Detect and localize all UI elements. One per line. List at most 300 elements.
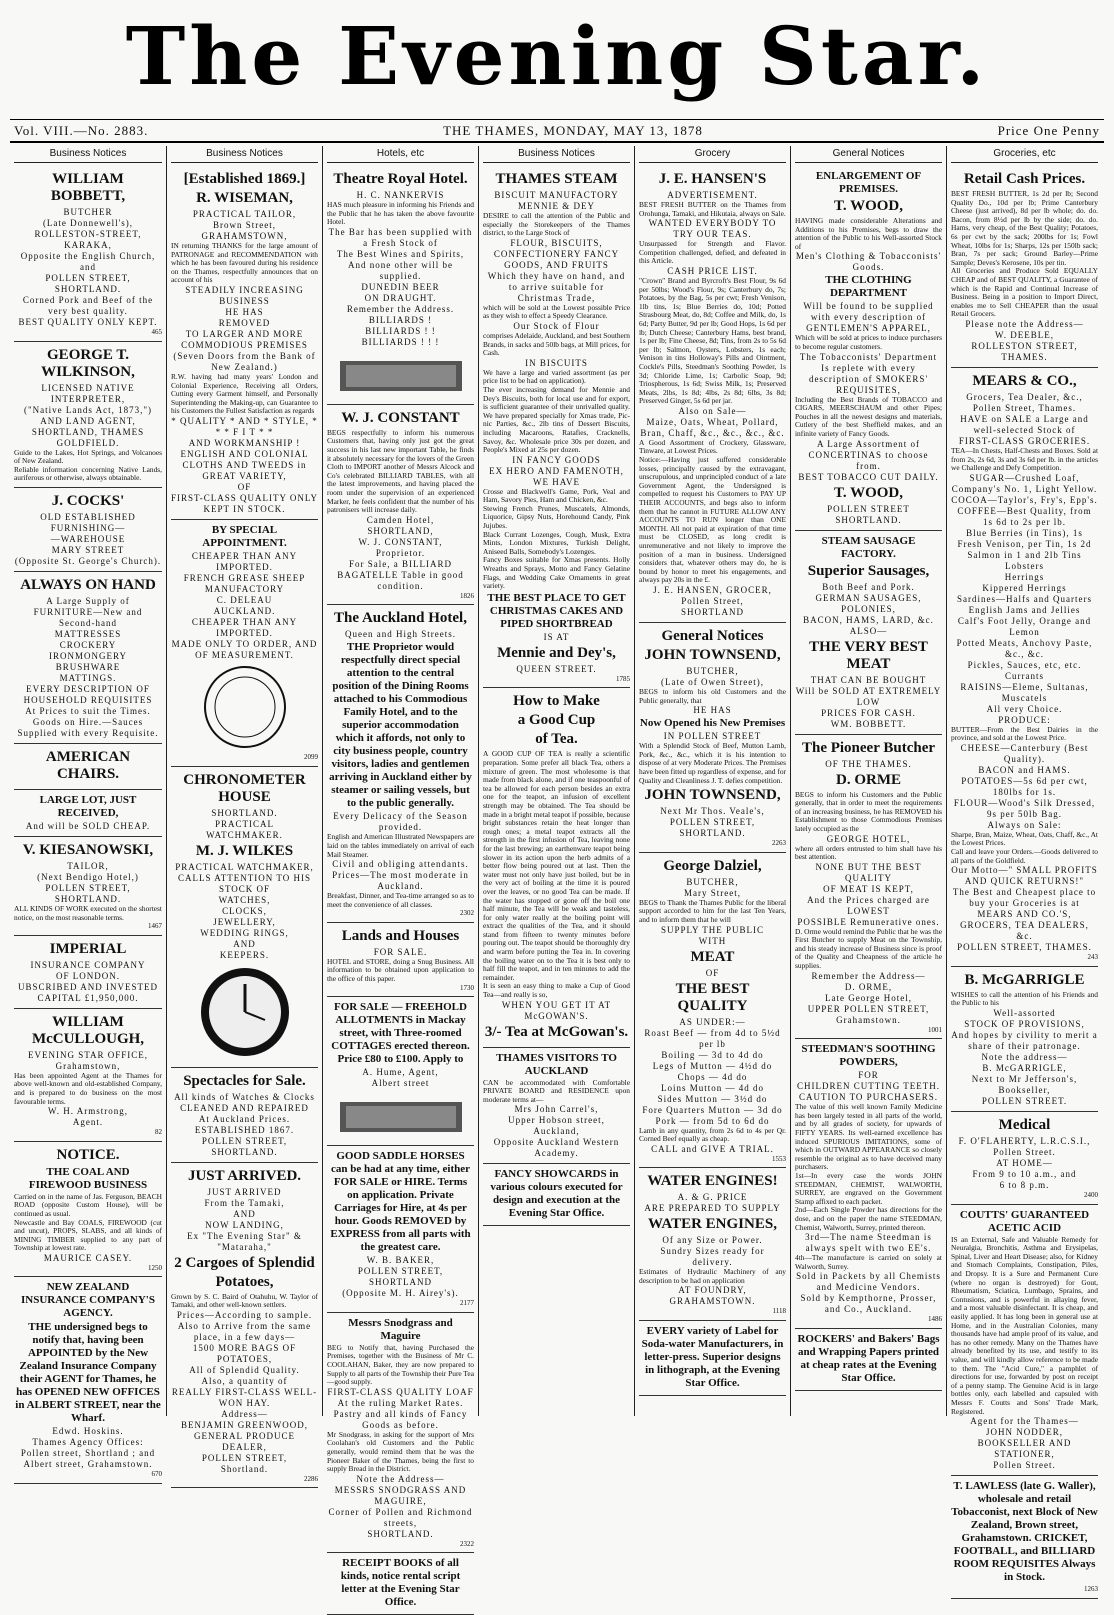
advertisement <box>171 1068 318 1163</box>
ad-line: CHILDREN CUTTING TEETH. <box>796 1081 941 1092</box>
ad-line: T. LAWLESS (late G. Waller), wholesale and retail Tobacconist, next Block of New Zealand, Brown street, Grahamstown. CRICKET, FOOTBALL, and BILLIARD ROOM REQUISITES Always in Stock. <box>951 1480 1098 1584</box>
ad-number: 2263 <box>772 839 786 848</box>
ad-line: POLLEN STREET, SHORTLAND <box>357 1266 444 1288</box>
ad-line: Potatoes, <box>215 1273 274 1290</box>
ad-line: Next Mr Thos. Veale's, <box>660 806 765 817</box>
ad-line: The Best and Cheapest place to buy your Groceries is at <box>952 887 1097 909</box>
ad-line: AMERICAN CHAIRS. <box>45 748 131 782</box>
ad-line: Note the Address— <box>356 1473 445 1484</box>
ad-line: Grocers, Tea Dealer, &c., <box>966 391 1083 402</box>
advertisement <box>327 997 474 1146</box>
ad-line: Also on Sale— <box>678 405 747 416</box>
ad-line: BOOKSELLER AND STATIONER, <box>977 1438 1072 1460</box>
ad-line: WILLIAM McCULLOUGH, <box>31 1013 145 1047</box>
ad-number: 1118 <box>772 1307 786 1316</box>
ad-line: FIRST-CLASS QUALITY ONLY KEPT IN STOCK. <box>171 492 318 514</box>
ad-line: Newcastle and Bay COALS, FIREWOOD (cut and uncut), PROPS, SLABS, and all kinds of MINING TIMBER supplied to any part of Township at lowest rate. <box>14 1217 162 1253</box>
ad-line: BILLIARDS ! ! ! <box>361 336 440 347</box>
ad-line: Superior Sausages, <box>807 562 930 579</box>
ad-line: CALL and GIVE A TRIAL. <box>651 1143 774 1154</box>
ad-line: ENLARGEMENT OF PREMISES. <box>815 170 922 195</box>
ad-line: ADVERTISEMENT. <box>667 190 758 200</box>
ad-line: A. Hume, Agent, <box>362 1067 439 1078</box>
ad-line: A Large Supply of <box>46 595 130 606</box>
ad-line: LARGE LOT, JUST RECEIVED, <box>39 793 137 819</box>
ad-line: The Bar has been supplied with a Fresh Stock of <box>328 226 473 248</box>
clock-illustration <box>197 964 293 1060</box>
ad-line: Reliable information concerning Native Lands, auriferous or otherwise, always obtainable. <box>14 464 162 483</box>
ad-line: FIRST-CLASS QUALITY LOAF <box>327 1386 474 1397</box>
ad-line: FANCY SHOWCARDS in various colours executed for design and execution at the Evening Star Office. <box>490 1168 623 1220</box>
ad-line: REALLY FIRST-CLASS WELL-WON HAY. <box>171 1386 318 1408</box>
advertisement <box>14 488 162 572</box>
ad-line: Fore Quarters Mutton — 3d do <box>642 1104 783 1115</box>
ad-line: Legs of Mutton — 4½d do <box>652 1060 773 1071</box>
column-1 <box>10 146 166 1479</box>
ad-line: STOCK OF PROVISIONS, <box>964 1019 1085 1030</box>
ad-line: Our Motto—" SMALL PROFITS AND QUICK RETURNS!" <box>951 865 1098 887</box>
ad-line: Opposite Auckland Western Academy. <box>493 1137 620 1159</box>
ad-line: Corner of Pollen and Richmond streets, <box>328 1506 473 1528</box>
advertisement <box>795 1329 942 1391</box>
ad-line: ROCKERS' and Bakers' Bags and Wrapping Papers printed at cheap rates at the Evening Star Office. <box>797 1332 940 1384</box>
advertisement <box>327 923 474 997</box>
ad-number: 2400 <box>1084 1191 1098 1200</box>
ad-line: POLLEN STREET <box>827 503 910 514</box>
ad-line: Sides Mutton — 3½d do <box>657 1093 768 1104</box>
ad-line: The Auckland Hotel, <box>334 610 467 627</box>
advertisement <box>639 623 786 853</box>
ad-line: WATER ENGINES! <box>647 1173 778 1190</box>
ad-number: 1001 <box>928 1025 942 1034</box>
ad-line: * * F I T * * <box>215 426 274 437</box>
ad-line: Spectacles for Sale. <box>183 1072 306 1089</box>
ad-line: DUNEDIN BEER <box>361 281 440 292</box>
ad-line: WATCHES, <box>218 894 271 905</box>
ad-line: Ex "The Evening Star" & "Mataraha," <box>187 1230 302 1252</box>
ad-line: Messrs Snodgrass and Maguire <box>348 1316 453 1342</box>
ad-line: PRACTICAL TAILOR, <box>192 209 297 219</box>
ad-line: Lands and Houses <box>341 927 460 944</box>
price: Price One Penny <box>997 122 1100 138</box>
ad-line: Roast Beef — from 4d to 5½d per lb <box>644 1027 781 1049</box>
ad-line: Boiling — 3d to 4d do <box>661 1049 764 1060</box>
ad-line: MATTINGS. <box>59 672 117 683</box>
ad-line: AT HOME— <box>996 1158 1053 1169</box>
ad-line: Mary Street, <box>684 887 741 898</box>
ad-line: GENTLEMEN'S APPAREL, <box>806 323 931 334</box>
ad-line: Always on Sale: <box>987 819 1062 830</box>
ad-line: FOR SALE — FREEHOLD ALLOTMENTS in Mackay street, with Three-roomed COTTAGES erected thereon. Price £80 to £100. Apply to <box>331 1001 470 1066</box>
ad-line: STEEDMAN'S SOOTHING POWDERS, <box>801 1043 936 1069</box>
ad-line: And hopes by civility to merit a share of their patronage. <box>951 1030 1098 1052</box>
advertisement <box>951 1476 1098 1599</box>
ad-line: OF LONDON. <box>56 970 120 981</box>
ad-line: QUEEN STREET. <box>516 663 597 674</box>
ad-line: Pollen Street, Thames. <box>972 402 1077 413</box>
ad-line: And will be SOLD CHEAP. <box>25 820 151 831</box>
ad-line: W. H. Armstrong, <box>48 1106 128 1117</box>
ad-line: McGOWAN'S. <box>524 1010 589 1021</box>
ad-line: EVERY variety of Label for Soda-water Manufacturers, in letter-press. Superior designs in lithograph, at the Evening Star Office. <box>641 1325 784 1390</box>
column-6 <box>790 146 946 1416</box>
ad-line: Has been appointed Agent at the Thames for above well-known and old-established Company, and is prepared to do business on the most favourable terms. <box>14 1070 162 1106</box>
ad-line: Goods on Hire.—Sauces Supplied with every Requisite. <box>17 716 159 738</box>
ad-line: CHRONOMETER HOUSE <box>183 771 306 805</box>
ad-line: Pollen Street. <box>993 1147 1056 1158</box>
ad-line: Which will be sold at prices to induce purchasers to become regular customers. <box>795 333 942 351</box>
ad-line: Camden Hotel, <box>366 514 435 525</box>
ad-line: R. WISEMAN, <box>196 190 293 206</box>
column-heading: Groceries, etc <box>951 146 1098 163</box>
ad-line: Fresh Venison, per Tin, 1s 2d <box>957 538 1092 549</box>
ad-line: GRAHAMSTOWN, <box>201 231 288 241</box>
ad-line: FOR <box>858 1070 879 1081</box>
ad-line: J. COCKS' <box>51 492 125 509</box>
ad-line: FOR SALE. <box>373 946 428 957</box>
ad-line: HAVING made considerable Alterations and Additions to his Premises, begs to draw the attention of the Public to his Well-assorted Stock of <box>795 216 942 251</box>
column-heading: General Notices <box>795 146 942 163</box>
ad-line: How to Make <box>513 693 600 710</box>
ad-line: THAMES VISITORS TO AUCKLAND <box>496 1051 617 1077</box>
ad-line: Our Stock of Flour <box>513 320 600 331</box>
ad-line: THE BEST PLACE TO GET CHRISTMAS CAKES AND PIPED SHORTBREAD <box>487 591 626 630</box>
ad-line: Call and leave your Orders.—Goods delivered to all parts of the Goldfield. <box>951 847 1098 865</box>
ad-line: MADE ONLY TO ORDER, AND OF MEASUREMENT. <box>171 638 318 660</box>
ad-line: From 9 to 10 a.m., and <box>972 1169 1077 1180</box>
ad-line: Maize, Oats, Wheat, Pollard, Bran, Chaff, &c., &c., &c., &c. <box>640 416 785 438</box>
ad-line: (Next Bendigo Hotel,) <box>37 871 139 882</box>
ad-line: J. E. HANSEN'S <box>658 171 767 187</box>
ad-line: Late George Hotel, <box>824 992 913 1003</box>
ad-line: SUGAR—Crushed Loaf, Company's No. 1, Light Yellow. <box>951 472 1098 494</box>
ad-number: 1263 <box>1084 1585 1098 1594</box>
ad-line: SHORTLAND. <box>835 514 902 525</box>
advertisement <box>327 166 474 405</box>
ad-number: 2099 <box>304 752 318 761</box>
ad-line: IN FANCY GOODS <box>512 454 601 465</box>
ad-line: From the Tamaki, <box>204 1197 285 1208</box>
column-7 <box>946 146 1102 1594</box>
ad-line: IRONMONGERY <box>48 650 127 661</box>
ad-line: WATER ENGINES, <box>648 1216 777 1233</box>
advertisement <box>639 1321 786 1396</box>
advertisement <box>14 790 162 837</box>
ad-line: J. E. HANSEN, GROCER, <box>653 584 772 595</box>
ad-line: Potted Meats, Anchovy Paste, &c., &c. <box>956 637 1093 659</box>
ad-line: We have a large and varied assortment (as per price list to be had on application). <box>483 367 630 386</box>
ad-line: English Jams and Jellies <box>968 604 1081 615</box>
ad-line: ALSO— <box>849 625 888 636</box>
ad-line: BACON and HAMS. <box>978 764 1071 775</box>
ad-line: Is replete with every description of SMOKERS' REQUISITES, <box>808 362 929 395</box>
ad-line: Pickles, Sauces, etc, etc. <box>967 659 1082 670</box>
ad-line: 3/- Tea at McGowan's. <box>484 1023 629 1040</box>
ad-line: ALWAYS ON HAND <box>20 576 156 593</box>
advertisement <box>14 1142 162 1278</box>
ad-line: Will be SOLD AT EXTREMELY LOW <box>795 685 942 707</box>
ad-line: Currants <box>1005 670 1044 681</box>
ad-line: MEARS AND CO.'S, <box>977 909 1072 920</box>
ad-line: At Auckland Prices. <box>198 1113 291 1124</box>
ad-line: Herrings <box>1004 571 1045 582</box>
ad-line: EVERY DESCRIPTION OF HOUSEHOLD REQUISITES <box>23 683 153 705</box>
ad-line: Auckland, <box>533 1126 580 1137</box>
advertisement <box>14 744 162 790</box>
ad-line: POLLEN STREET. <box>981 1096 1068 1107</box>
ad-line: Remember the Address. <box>346 303 455 314</box>
ad-line: CHEAPER THAN ANY IMPORTED. <box>191 550 298 572</box>
ad-line: PRICES FOR CASH. <box>821 707 916 718</box>
ad-line: CAPITAL £1,950,000. <box>37 992 139 1003</box>
ad-line: H. C. NANKERVIS <box>356 190 445 200</box>
ad-line: Remember the Address— <box>811 970 926 981</box>
ad-line: UBSCRIBED AND INVESTED <box>17 981 158 992</box>
ad-line: Unsurpassed for Strength and Flavor. Competition challenged, defied, and defeated in this Article. <box>639 239 786 266</box>
place-and-date: THE THAMES, MONDAY, MAY 13, 1878 <box>443 122 703 138</box>
ad-line: FLOUR—Wood's Silk Dressed, 9s per 50lb Bag. <box>953 797 1096 819</box>
ad-line: Of any Size or Power. <box>662 1235 763 1246</box>
ad-line: Pollen Street. <box>993 1460 1056 1471</box>
ad-line: Chops — 4d do <box>677 1071 748 1082</box>
ad-line: ON DRAUGHT. <box>364 292 437 303</box>
ad-line: (Seven Doors from the Bank of New Zealand.) <box>173 350 316 372</box>
ad-line: COCOA—Taylor's, Fry's, Epp's. <box>951 494 1098 505</box>
ad-line: REMOVED <box>218 317 271 328</box>
advertisement <box>14 837 162 936</box>
ad-line: THAMES STEAM <box>495 171 618 187</box>
ad-line: The Best Wines and Spirits, <box>336 248 465 259</box>
ad-line: a Good Cup <box>517 712 596 729</box>
ad-line: All kinds of Watches & Clocks <box>174 1091 315 1102</box>
ad-line: OF THE THAMES. <box>825 758 912 769</box>
newspaper-title: The Evening Star. <box>125 9 989 103</box>
ad-number: 1467 <box>148 922 162 931</box>
ad-line: (Opposite M. H. Airey's). <box>342 1288 459 1299</box>
advertisement <box>171 767 318 1068</box>
ad-line: AND <box>233 938 256 949</box>
ad-line: Agent for the Thames— <box>970 1416 1079 1427</box>
advertisement <box>639 853 786 1169</box>
ad-line: FURNITURE—New and Second-hand <box>33 606 143 628</box>
ad-line: —WAREHOUSE <box>50 533 126 544</box>
ad-line: KEEPERS. <box>219 949 270 960</box>
ad-line: Carried on in the name of Jas. Ferguson, BEACH ROAD (opposite Custom House), will be continued as usual. <box>14 1191 162 1218</box>
ad-line: Note the address— <box>981 1052 1068 1063</box>
ad-line: SUPPLY THE PUBLIC <box>660 924 765 935</box>
ad-line: PRACTICAL WATCHMAKER, <box>175 861 314 872</box>
column-2 <box>166 146 322 1483</box>
ad-number: 2322 <box>460 1539 474 1548</box>
ad-line: Please note the Address— <box>965 318 1084 329</box>
coach-illustration <box>336 1092 466 1138</box>
ad-line: George Dalziel, <box>663 857 762 874</box>
ad-line: BUTCHER, <box>686 876 739 887</box>
ad-line: "Crown" Brand and Byrcroft's Best Flour, 9s 6d per 50lbs; Wood's Flour, 9s; Canterbury do, 7s; Potatoes, by the Bag, 5s per cwt; Fresh Venison, 1lb tins, 1s; Blue Berries do, 10d; Potted Strasbourg Meat, do, 8d; Coffee and Milk, do, 1s 6d; Party Butter, 9d per lb; Good Hops, 1s 6d per lb; Dutch Cheese; Canterbury Hams, best brand, 1s per lb; Fine Cheese, 8d; Tins, from 2s to 5s 6d per lb; Salmon, Oysters, Lobsters, 1s each; Venison in tins Holloway's Pills and Ointment, Cockle's Pills, Steedman's Soothing Powder, 1s 3d; Chloride Lime, 1s; Carbolic Soap, 9d; Triospherous, 1s 6d; Swiss Milk, 1s; Preserved Meats, 2lbs, 1s 8d; 4lbs, 2s 8d; 6lbs, 3s 8d; Preserved Ginger, 5s 6d per jar. <box>639 275 786 406</box>
ad-line: HOTEL and STORE, doing a Snug Business. All information to be obtained upon application to the office of this paper. <box>327 956 474 984</box>
ad-number: 1250 <box>148 1263 162 1272</box>
ad-line: MEAT <box>690 948 735 965</box>
ad-line: T. WOOD, <box>833 484 904 501</box>
ad-line: JUST ARRIVED <box>207 1186 282 1197</box>
ad-line: Notice:—Having just suffered considerable losses, principally caused by the extravagant, unscrupulous, and unprincipled conduct of a late Government Agent, the Undersigned is compelled to request his Customers to PAY UP THEIR ACCOUNTS, and begs also to inform them that he cannot in FUTURE ALLOW ANY ACCOUNTS TO RUN longer than ONE MONTH. All not paid at expiration of that time must be CLOSED, as long credit is unremunerative and not likely to improve the position of a man in business. Undersigned considers that, whatever others may do, he is bound by honor to meet his engagements, and always pay 20s in the £. <box>639 455 786 585</box>
ad-line: CLOCKS, <box>222 905 267 916</box>
ad-line: Also, a quantity of <box>201 1375 288 1386</box>
ad-line: THAMES. <box>1001 351 1048 362</box>
ad-line: EX HERO AND FAMENOTH, <box>489 465 624 476</box>
columns <box>10 146 1104 1609</box>
ad-line: TO LARGER AND MORE COMMODIOUS PREMISES <box>181 328 308 350</box>
ad-line: FRENCH GREASE SHEEP MANUFACTORY <box>183 572 306 594</box>
ad-line: WISHES to call the attention of his Friends and the Public to his <box>951 989 1098 1008</box>
ad-line: CAN be accommodated with Comfortable PRIVATE BOARD and RESIDENCE upon moderate terms at— <box>483 1077 630 1104</box>
ad-line: SHORTLAND, <box>367 525 434 536</box>
ad-line: ALL KINDS OF WORK executed on the shortest notice, on the most reasonable terms. <box>14 903 162 922</box>
ad-line: FIRST-CLASS GROCERIES. <box>958 435 1091 446</box>
ad-line: (Opposite St. George's Church). <box>14 555 162 566</box>
ad-line: WILLIAM BOBBETT, <box>50 171 126 204</box>
ad-line: WHEN YOU GET IT AT <box>501 999 612 1010</box>
ad-line: GEORGE T. WILKINSON, <box>41 346 135 380</box>
ad-line: POLLEN STREET, SHORTLAND. <box>45 882 131 904</box>
ad-line: ("Native Lands Act, 1873,") <box>23 404 153 415</box>
ad-line: 2nd—Each Single Powder has directions for the dose, and on the paper the name STEEDMAN, Chemist, Walworth, Surrey, printed thereon. <box>795 1205 942 1232</box>
ad-line: Guide to the Lakes, Hot Springs, and Volcanoes of New Zealand. <box>14 447 162 466</box>
ad-line: Pork — from 5d to 6d do <box>655 1115 770 1126</box>
volume-number: Vol. VIII.—No. 2883. <box>14 122 149 138</box>
ad-line: HE HAS <box>225 306 264 317</box>
ad-line: AND LAND AGENT, <box>40 415 136 426</box>
ad-line: WANTED EVERYBODY TO TRY OUR TEAS. <box>648 218 777 240</box>
ad-line: STEADILY INCREASING BUSINESS <box>185 284 304 306</box>
ad-line: Upper Hobson street, <box>508 1115 605 1126</box>
ad-line: TAILOR, <box>67 860 109 871</box>
ad-line: Brown Street, <box>213 220 276 230</box>
ad-line: POTATOES—5s 6d per cwt, 180lbs for 1s. <box>961 775 1088 797</box>
advertisement <box>171 1163 318 1489</box>
ad-line: THE undersigned begs to notify that, having been APPOINTED by the New Zealand Insurance Company their AGENT for Thames, he has OPENED NEW OFFICES in ALBERT STREET, near the Wharf. <box>15 1321 161 1425</box>
ad-line: WITH <box>698 935 727 946</box>
ad-line: MARY STREET <box>51 544 125 555</box>
ad-line: CHEESE—Canterbury (Best Quality). <box>960 742 1089 764</box>
ad-line: Which they have on hand, and to arrive suitable for <box>487 270 626 292</box>
ad-line: Pastry and all kinds of Fancy Goods as before. <box>333 1408 468 1430</box>
ad-line: INSURANCE COMPANY <box>30 959 146 970</box>
ad-line: ARE PREPARED TO SUPPLY <box>644 1203 781 1214</box>
ad-line: STEAM SAUSAGE FACTORY. <box>821 534 916 560</box>
ad-line: A Large Assortment of CONCERTINAS to choose from. <box>808 438 929 471</box>
ad-line: JUST ARRIVED. <box>187 1167 302 1184</box>
ad-line: Address— <box>221 1408 268 1419</box>
ad-line: Prices—According to sample. <box>176 1309 313 1320</box>
ad-line: HAVE on SALE a Large and well-selected Stock of <box>960 413 1089 435</box>
billiards-illustration <box>336 351 466 397</box>
ad-line: TEA—In Chests, Half-Chests and Boxes. Sold at from 2s, 2s 6d, 3s and 3s 6d per lb. in the articles we Challenge and Defy Competition. <box>951 445 1098 473</box>
ad-line: CHEAPER THAN ANY IMPORTED. <box>191 616 298 638</box>
ad-line: THE BEST QUALITY <box>675 980 750 1014</box>
ad-line: NEW ZEALAND INSURANCE COMPANY'S AGENCY. <box>21 1281 155 1320</box>
column-heading: Grocery <box>639 146 786 163</box>
ad-line: MATTRESSES <box>54 628 122 639</box>
ad-line: IN POLLEN STREET <box>663 731 762 742</box>
ad-line: NONE BUT THE BEST QUALITY <box>815 861 922 883</box>
ad-line: Retail Cash Prices. <box>963 171 1086 187</box>
ad-line: ROLLESTON STREET, <box>971 340 1078 351</box>
advertisement <box>483 166 630 688</box>
ad-line: For Sale, a BILLIARD BAGATELLE Table in good condition. <box>337 558 464 591</box>
ad-line: The Tobacconists' Department <box>799 351 938 362</box>
ad-number: 2286 <box>304 1474 318 1483</box>
ad-number: 670 <box>151 1470 162 1479</box>
ad-line: The value of this well known Family Medicine has been largely tested in all parts of the world, and by all grades of society, for upwards of FIFTY YEARS. Its well-earned excellence has induced SPURIOUS IMITATIONS, some of which in OUTWARD APPEARANCE so closely resemble the original as to have deceived many purchasers. <box>795 1102 942 1172</box>
ad-line: GROCERS, TEA DEALERS, &c. <box>960 920 1089 942</box>
ad-number: 2302 <box>460 909 474 918</box>
ad-line: W. J. CONSTANT <box>341 409 460 426</box>
ad-line: WEDDING RINGS, <box>200 927 289 938</box>
ad-line: BUTTER—From the Best Dairies in the province, and sold at the Lowest Price. <box>951 724 1098 743</box>
ad-line: BUTCHER, <box>686 665 739 676</box>
ad-line: POLLEN STREET, SHORTLAND. <box>669 817 756 839</box>
ad-line: Breakfast, Dinner, and Tea-time arranged so as to meet the convenience of all classes. <box>327 891 474 909</box>
ad-line: With a Splendid Stock of Beef, Mutton Lamb, Pork, &c., &c., which it is his intention to dispose of at very Moderate Prices. The Premises have been fitted up regardless of expense, and for Quality and Cleanliness J. T. defies competition. <box>639 741 786 785</box>
ad-line: D. ORME <box>836 771 901 788</box>
ad-line: RECEIPT BOOKS of all kinds, notice rental script letter at the Evening Star Office. <box>340 1557 461 1609</box>
ad-line: All of Splendid Quality. <box>189 1364 300 1375</box>
ad-line: BEST QUALITY ONLY KEPT. <box>18 317 158 327</box>
ad-line: Every Delicacy of the Season provided. <box>333 811 468 833</box>
ad-line: CROCKERY <box>59 639 117 650</box>
ad-number: 1486 <box>928 1315 942 1324</box>
ad-line: ESTABLISHED 1867. <box>194 1124 295 1135</box>
column-heading: Business Notices <box>483 146 630 163</box>
ad-number: 465 <box>151 328 162 336</box>
ad-line: POLLEN STREET, SHORTLAND. <box>201 1135 288 1157</box>
ad-line: M. J. WILKES <box>195 842 294 859</box>
advertisement <box>951 1205 1098 1476</box>
ad-line: General Notices <box>661 627 764 644</box>
ad-line: LICENSED NATIVE INTERPRETER, <box>41 382 135 404</box>
advertisement <box>639 1168 786 1321</box>
ad-line: EVENING STAR OFFICE, <box>27 1049 149 1060</box>
ad-line: IS AT <box>543 631 570 642</box>
ad-number: 82 <box>155 1128 162 1137</box>
ad-line: English and American Illustrated Newspapers are laid on the tables immediately on arrival of each Mail Steamer. <box>327 832 474 859</box>
ad-number: 2177 <box>460 1299 474 1308</box>
advertisement <box>327 605 474 923</box>
ad-line: BEST FRESH BUTTER, 1s 2d per lb; Second Quality Do., 10d per lb; Prime Canterbury Cheese (just arrived), 8d per lb whole; do. do. Bacon, from 8½d per lb by the side; do. do. Hams, very cheap, of the Best Quality; Potatoes, 6s per cwt by the sack; 200lbs for 1s; Fowl Wheat, 10lbs for 1s; Sharps, 12s per 150lb sack; Bran, 7s per sack; Ground Barley—Prime Sample; Deves's Kerosene, 10s per tin. <box>951 189 1098 267</box>
ad-line: Mennie and Dey's, <box>497 644 616 661</box>
ad-line: JOHN NODDER, <box>986 1427 1063 1438</box>
ad-line: Opposite the English Church, <box>20 251 156 261</box>
ad-line: Edwd. Hoskins. <box>52 1426 124 1437</box>
ad-line: Crosse and Blackwell's Game, Pork, Veal and Ham, Savory Pies, Ham and Chicken, &c. <box>483 486 630 505</box>
ad-line: BEG to Notify that, having Purchased the Premises, together with the Business of Mr C. COOLAHAN, Baker, they are now prepared to Supply to all parts of the Township their Pure Tea—good supply. <box>327 1342 474 1387</box>
advertisement <box>171 520 318 767</box>
advertisement <box>327 405 474 606</box>
advertisement <box>795 1039 942 1329</box>
ad-line: IS an External, Safe and Valuable Remedy for Neuralgia, Bronchitis, Asthma and Erysipelas, Spinal, Liver and Heart Disease; also, for Kidney and Stomach Complaints, Constipation, Piles, and Dropsy. It is a Sure and Permanent Cure (where no organ is destroyed) for Gout, Rheumatism, Sciatica, Lumbago, Sprains, and Contusions, and is powerful in allaying fever, and a most valuable disinfectant. It is cheap, and easily applied. It has long been in general use at Home, and in the Australian Colonies, many thousands have had ample proof of its value, and has no other remedy. Many on the Thames have already benefited by its use, and testify to its value, and will kindly allow reference to be made to them. The "Acid Cure," a pamphlet of directions for use, forwarded by post on receipt of a penny stamp. The Genuine Acid is in large bottles only, each labelled and capsuled with Messrs F. Coutts and Sons' Trade Mark, Registered. <box>951 1234 1098 1416</box>
ad-line: SHORTLAND <box>681 606 744 617</box>
ad-line: AUCKLAND. <box>213 605 276 616</box>
ad-line: D. Orme would remind the Public that he was the First Butcher to supply Meat on the Township, and his steady increase of Business since is proof of the Quality and Cheapness of the article he supplies. <box>795 926 942 971</box>
ad-line: OF <box>705 967 720 978</box>
ad-line: POSSIBLE Remunerative ones. <box>797 916 940 927</box>
ad-line: MEARS & CO., <box>972 372 1077 389</box>
ad-line: and <box>80 262 96 272</box>
ad-line: POLLEN STREET, <box>201 1452 288 1463</box>
ad-line: UPPER POLLEN STREET, <box>807 1003 930 1014</box>
ad-line: WATCHMAKER. <box>206 829 283 840</box>
